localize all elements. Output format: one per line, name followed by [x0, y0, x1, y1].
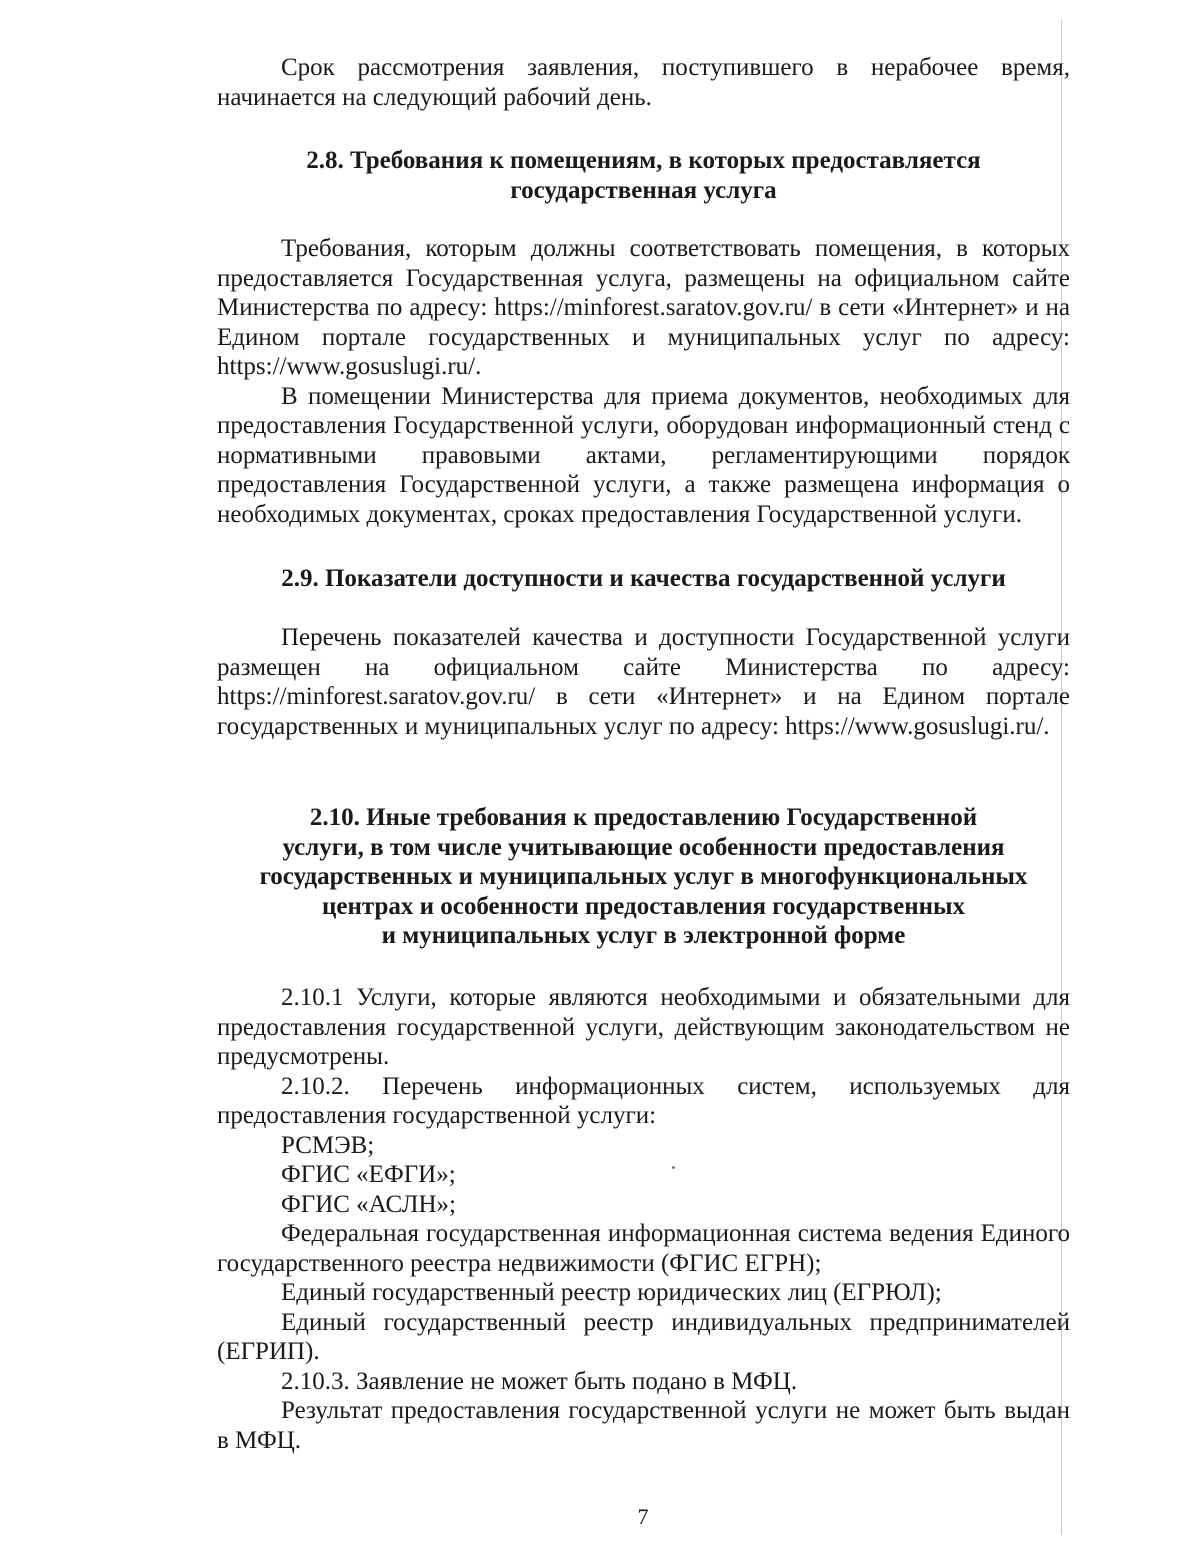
paragraph-2-10-1: 2.10.1 Услуги, которые являются необходимыми и обязательными для предоставления государственной услуги, действующим законодательством не предусмотрены. — [217, 984, 1070, 1070]
paragraph-2-10-3: 2.10.3. Заявление не может быть подано в МФЦ. — [281, 1367, 798, 1395]
section-2-8-heading-line1: 2.8. Требования к помещениям, в которых предоставляется — [306, 147, 981, 174]
section-2-10-heading-line4: центрах и особенности предоставления государственных — [321, 892, 966, 920]
system-item-fgis-egrn: Федеральная государственная информационная система ведения Единого государственного реестра недвижимости (ФГИС ЕГРН); — [217, 1220, 1070, 1277]
section-2-8-paragraph-2: В помещении Министерства для приема документов, необходимых для предоставления Государственной услуги, оборудован информационный стенд с нормативными правовыми актами, регламентирующими порядок предоставления Государственной услуги, а также размещена информация о необходимых документах, сроках предоставления Государственной услуги. — [217, 382, 1070, 528]
section-2-10-heading-line1: 2.10. Иные требования к предоставлению Государственной — [309, 804, 978, 831]
section-2-10-heading-line3: государственных и муниципальных услуг в многофункциональных — [259, 863, 1028, 890]
section-2-9-paragraph: Перечень показателей качества и доступности Государственной услуги размещен на официальном сайте Министерства по адресу: https://minforest.saratov.gov.ru/ в сети «Интернет» и на Едином портале государственных и муниципальных услуг по адресу: https://www.gosuslugi.ru/. — [217, 624, 1070, 740]
scan-speck — [672, 1166, 675, 1169]
page-number: 7 — [637, 1504, 649, 1529]
section-2-8-heading — [217, 146, 1070, 205]
section-2-8-body — [217, 234, 1070, 529]
system-item-egrip: Единый государственный реестр индивидуальных предпринимателей (ЕГРИП). — [217, 1308, 1070, 1365]
section-2-10-body — [217, 983, 1070, 1455]
section-2-9-heading — [217, 564, 1070, 594]
intro-paragraph: Срок рассмотрения заявления, поступившего в нерабочее время, начинается на следующий рабочий день. — [217, 54, 1070, 111]
section-2-8-paragraph-1: Требования, которым должны соответствовать помещения, в которых предоставляется Государственная услуга, размещены на официальном сайте Министерства по адресу: https://minforest.saratov.gov.ru/ в сети «Интернет» и на Едином портале государственных и муниципальных услуг по адресу: https://www.gosuslugi.ru/. — [217, 235, 1070, 380]
system-item-fgis-efgi: ФГИС «ЕФГИ»; — [281, 1161, 456, 1188]
system-item-egrul: Единый государственный реестр юридических лиц (ЕГРЮЛ); — [281, 1279, 942, 1306]
intro-block — [217, 53, 1070, 112]
section-2-10-heading-line5: и муниципальных услуг в электронной форме — [381, 922, 906, 949]
section-2-10-heading — [217, 803, 1070, 951]
section-2-9-body — [217, 623, 1070, 741]
section-2-8-heading-line2: государственная услуга — [510, 176, 777, 204]
paragraph-result: Результат предоставления государственной услуги не может быть выдан в МФЦ. — [217, 1397, 1070, 1454]
section-2-9-heading-line: 2.9. Показатели доступности и качества государственной услуги — [281, 565, 1006, 592]
system-item-fgis-asln: ФГИС «АСЛН»; — [281, 1190, 456, 1218]
system-item-rsmev: РСМЭВ; — [281, 1131, 375, 1159]
section-2-10-heading-line2: услуги, в том числе учитывающие особенности предоставления — [282, 833, 1005, 861]
paragraph-2-10-2: 2.10.2. Перечень информационных систем, используемых для предоставления государственной услуги: — [217, 1072, 1070, 1129]
